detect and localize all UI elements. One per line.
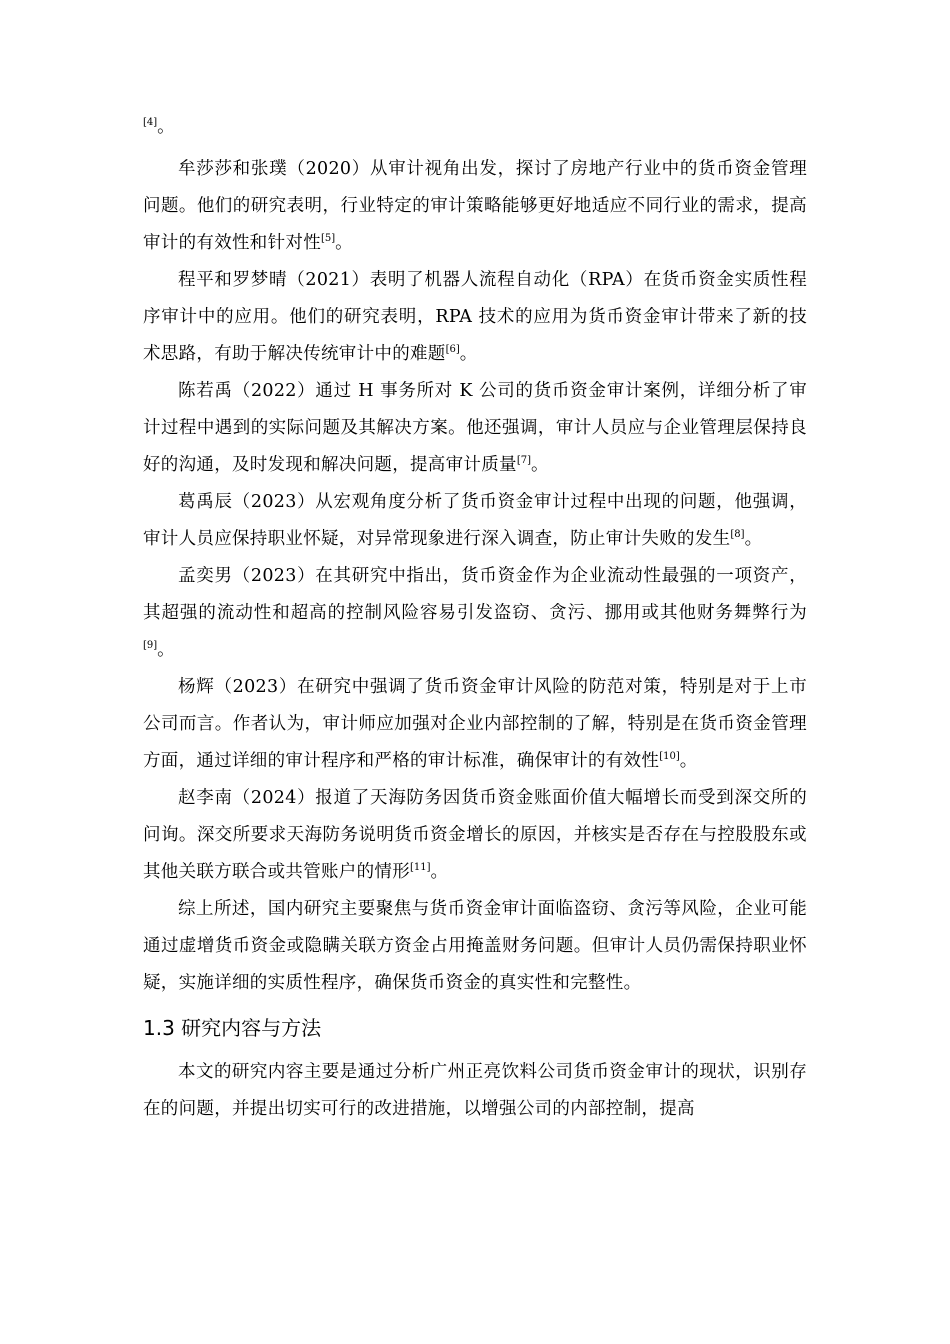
paragraph-cheng-luo-2021: 程平和罗梦晴（2021）表明了机器人流程自动化（RPA）在货币资金实质性程序审计中的应用。他们的研究表明，RPA 技术的应用为货币资金审计带来了新的技术思路，有助于解决传统审计中的难题[6]。 — [143, 270, 807, 364]
citation-6: [6] — [445, 344, 460, 356]
section-intro-paragraph: 本文的研究内容主要是通过分析广州正亮饮料公司货币资金审计的现状，识别存在的问题，并提出切实可行的改进措施，以增强公司的内部控制，提高 — [143, 1062, 807, 1119]
citation-8: [8] — [730, 529, 745, 541]
paragraph-meng-2023: 孟奕男（2023）在其研究中指出，货币资金作为企业流动性最强的一项资产，其超强的流动性和超高的控制风险容易引发盗窃、贪污、挪用或其他财务舞弊行为[9]。 — [143, 566, 807, 660]
citation-11: [11] — [410, 862, 431, 874]
paragraph-end-mark: 。 — [157, 117, 175, 137]
continued-paragraph-tail — [143, 112, 807, 142]
citation-4: [4] — [143, 117, 158, 129]
citation-10: [10] — [659, 751, 680, 763]
paragraph-ge-2023: 葛禹辰（2023）从宏观角度分析了货币资金审计过程中出现的问题，他强调，审计人员应保持职业怀疑，对异常现象进行深入调查，防止审计失败的发生[8]。 — [143, 492, 807, 549]
paragraph-zhao-2024: 赵李南（2024）报道了天海防务因货币资金账面价值大幅增长而受到深交所的问询。深交所要求天海防务说明货币资金增长的原因，并核实是否存在与控股股东或其他关联方联合或共管账户的情形[11]。 — [143, 788, 807, 882]
paragraph-mou-zhang-2020: 牟莎莎和张璞（2020）从审计视角出发，探讨了房地产行业中的货币资金管理问题。他们的研究表明，行业特定的审计策略能够更好地适应不同行业的需求，提高审计的有效性和针对性[5]。 — [143, 159, 807, 253]
paragraph-summary: 综上所述，国内研究主要聚焦与货币资金审计面临盗窃、贪污等风险，企业可能通过虚增货币资金或隐瞒关联方资金占用掩盖财务问题。但审计人员仍需保持职业怀疑，实施详细的实质性程序，确保货币资金的真实性和完整性。 — [143, 899, 807, 993]
citation-9: [9] — [143, 640, 158, 652]
section-heading: 1.3 研究内容与方法 — [143, 1016, 322, 1040]
citation-5: [5] — [321, 233, 336, 245]
page-content — [143, 112, 807, 1128]
citation-7: [7] — [516, 455, 531, 467]
paragraph-chen-2022: 陈若禹（2022）通过 H 事务所对 K 公司的货币资金审计案例，详细分析了审计过程中遇到的实际问题及其解决方案。他还强调，审计人员应与企业管理层保持良好的沟通，及时发现和解决问题，提高审计质量[7]。 — [143, 381, 807, 475]
paragraph-yang-2023: 杨辉（2023）在研究中强调了货币资金审计风险的防范对策，特别是对于上市公司而言。作者认为，审计师应加强对企业内部控制的了解，特别是在货币资金管理方面，通过详细的审计程序和严格的审计标准，确保审计的有效性[10]。 — [143, 677, 807, 771]
